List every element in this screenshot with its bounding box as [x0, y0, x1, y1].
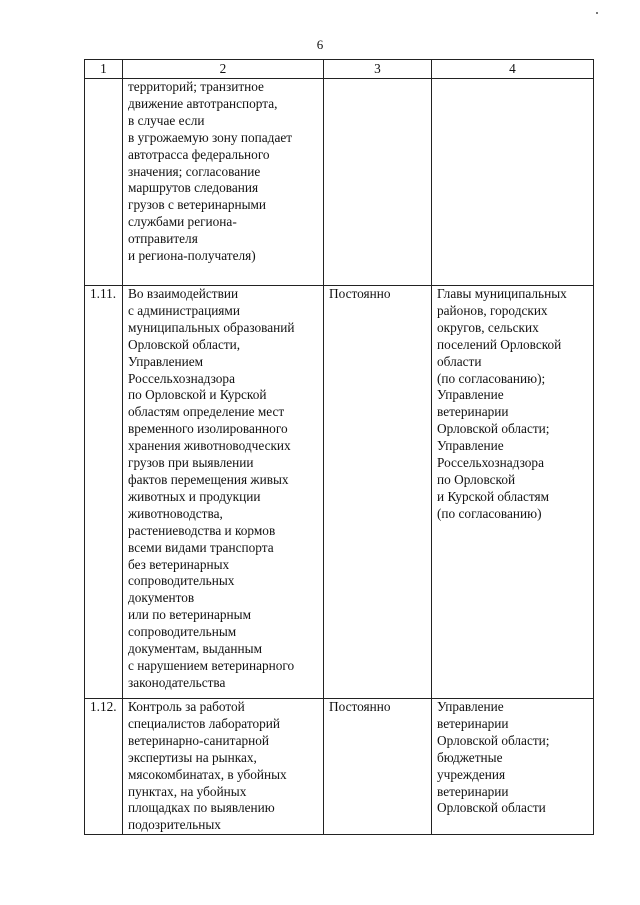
table-header-row	[85, 60, 594, 79]
table-row	[85, 699, 594, 835]
row-measure: территорий; транзитное движение автотранспорта, в случае если в угрожаемую зону попадает автотрасса федерального значения; согласование маршрутов следования грузов с ветеринарными службами региона- отправителя и региона-получателя)	[123, 79, 324, 286]
row-responsible: Главы муниципальных районов, городских округов, сельских поселений Орловской области (по согласованию); Управление ветеринарии Орловской области; Управление Россельхознадзора по Орловской и Курской областям (по согласованию)	[432, 286, 594, 699]
row-measure: Контроль за работой специалистов лабораторий ветеринарно-санитарной экспертизы на рынках, мясокомбинатах, в убойных пунктах, на убойных площадках по выявлению подозрительных	[123, 699, 324, 835]
page-number: 6	[316, 37, 324, 52]
row-responsible	[432, 79, 594, 286]
scan-speck	[596, 12, 598, 14]
header-col-1: 1	[85, 60, 123, 79]
measures-table	[84, 59, 594, 835]
table-row	[85, 79, 594, 286]
row-number: 1.11.	[85, 286, 123, 699]
row-term: Постоянно	[324, 699, 432, 835]
header-col-2: 2	[123, 60, 324, 79]
row-term	[324, 79, 432, 286]
header-col-3: 3	[324, 60, 432, 79]
header-col-4: 4	[432, 60, 594, 79]
row-measure: Во взаимодействии с администрациями муниципальных образований Орловской области, Управлением Россельхознадзора по Орловской и Курской областям определение мест временного изолированного хранения животноводческих грузов при выявлении фактов перемещения живых животных и продукции животноводства, растениеводства и кормов всеми видами транспорта без ветеринарных сопроводительных документов или по ветеринарным сопроводительным документам, выданным с нарушением ветеринарного законодательства	[123, 286, 324, 699]
row-number: 1.12.	[85, 699, 123, 835]
row-term: Постоянно	[324, 286, 432, 699]
row-number	[85, 79, 123, 286]
row-responsible: Управление ветеринарии Орловской области; бюджетные учреждения ветеринарии Орловской области	[432, 699, 594, 835]
table-row	[85, 286, 594, 699]
